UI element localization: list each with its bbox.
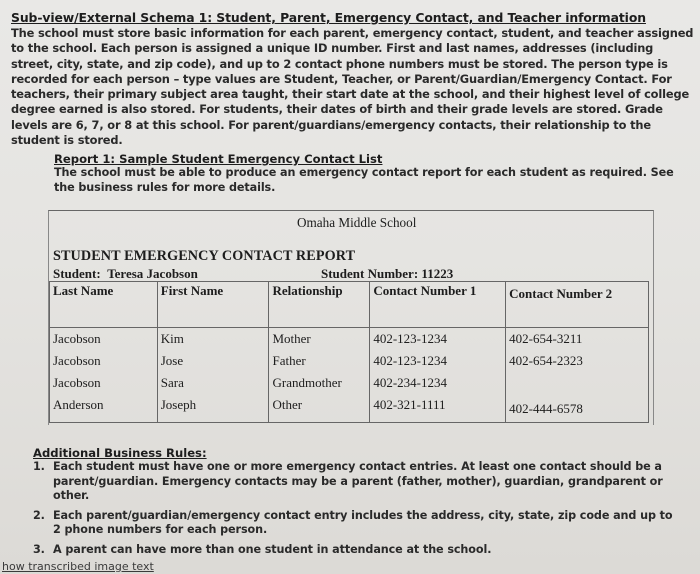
schema-paragraph: The school must store basic information for each parent, emergency contact, student, and teacher assigned to the school. Each person is assigned a unique ID number. First and last names, addresses (including street, city, state, and zip code), and up to 2 contact phone numbers must be stored. The person type is recorded for each person – type values are Student, Teacher, or Parent/Guardian/Emergency Contact. For teachers, their primary subject area taught, their start date at the school, and their highest level of college degree earned is also stored. For students, their dates of birth and their grade levels are stored. Grade levels are 6, 7, or 8 at this school. For parent/guardians/emergency contacts, their relationship to the student is stored. (11, 26, 694, 148)
column-header-contact-number-1: Contact Number 1 (370, 282, 506, 328)
student-info-line (53, 266, 523, 282)
column-header-relationship: Relationship (269, 282, 370, 328)
student-name-group (53, 266, 198, 282)
rule-number: 1. (33, 460, 45, 473)
cell-contact-number-2: 402-654-2323 (506, 352, 649, 374)
cell-relationship: Father (269, 352, 370, 374)
column-header-first-name: First Name (157, 282, 269, 328)
list-item (33, 460, 673, 504)
table-header-row (50, 282, 649, 328)
business-rules-list (33, 460, 673, 562)
cell-last-name: Anderson (50, 396, 158, 423)
cell-last-name: Jacobson (50, 328, 158, 353)
cell-contact-number-1: 402-123-1234 (370, 328, 506, 353)
cell-first-name: Kim (157, 328, 269, 353)
school-name: Omaha Middle School (297, 215, 417, 230)
cell-relationship: Grandmother (269, 374, 370, 396)
report-heading: Report 1: Sample Student Emergency Contact List (54, 152, 383, 166)
student-name: Teresa Jacobson (107, 266, 198, 281)
transcribed-text-link[interactable]: how transcribed image text (2, 560, 154, 573)
rule-number: 3. (33, 542, 45, 556)
cell-first-name: Sara (157, 374, 269, 396)
column-header-contact-number-2: Contact Number 2 (506, 282, 649, 328)
student-number: 11223 (421, 266, 454, 281)
table-row (50, 328, 649, 353)
table-row (50, 374, 649, 396)
cell-contact-number-2: 402-444-6578 (506, 396, 649, 423)
rule-text: A parent can have more than one student in attendance at the school. (53, 542, 492, 556)
schema-heading: Sub-view/External Schema 1: Student, Parent, Emergency Contact, and Teacher information (11, 10, 646, 25)
student-label: Student: (53, 266, 101, 281)
report-title: STUDENT EMERGENCY CONTACT REPORT (53, 248, 356, 264)
cell-last-name: Jacobson (50, 352, 158, 374)
cell-contact-number-1: 402-123-1234 (370, 352, 506, 374)
student-number-label: Student Number: (321, 266, 419, 281)
cell-relationship: Mother (269, 328, 370, 353)
report-paragraph: The school must be able to produce an emergency contact report for each student as required. See the business rules for more details. (54, 166, 674, 194)
report-sample-frame (48, 210, 654, 425)
cell-first-name: Joseph (157, 396, 269, 423)
student-number-group (321, 266, 453, 282)
list-item (33, 543, 673, 558)
rule-number: 2. (33, 508, 45, 522)
cell-contact-number-2 (506, 374, 649, 396)
cell-contact-number-1: 402-234-1234 (370, 374, 506, 396)
table-row (50, 396, 649, 423)
column-header-last-name: Last Name (50, 282, 158, 328)
list-item (33, 509, 673, 538)
cell-last-name: Jacobson (50, 374, 158, 396)
cell-contact-number-1: 402-321-1111 (370, 396, 506, 423)
rule-text: Each student must have one or more emergency contact entries. At least one contact should be a parent/guardian. Emergency contacts may be a parent (father, mother), guardian, grandparent or other. (53, 460, 663, 502)
rule-text: Each parent/guardian/emergency contact entry includes the address, city, state, zip code and up to 2 phone numbers for each person. (53, 508, 673, 536)
cell-first-name: Jose (157, 352, 269, 374)
table-row (50, 352, 649, 374)
rules-heading: Additional Business Rules: (33, 446, 207, 460)
cell-contact-number-2: 402-654-3211 (506, 328, 649, 353)
cell-relationship: Other (269, 396, 370, 423)
emergency-contact-table (49, 281, 649, 423)
